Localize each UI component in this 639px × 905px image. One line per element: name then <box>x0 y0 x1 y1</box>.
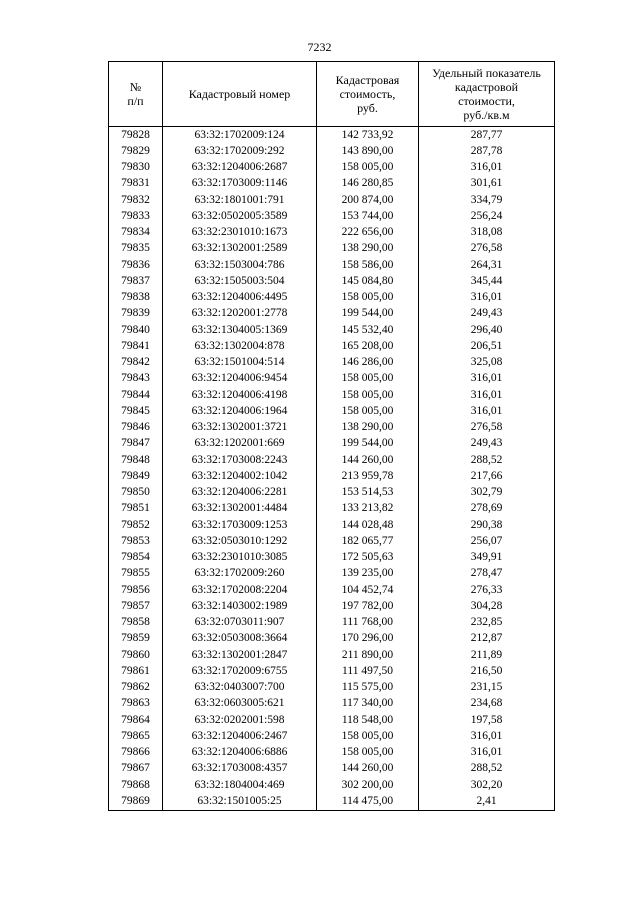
cadastral-number-cell: 63:32:1703009:1253 <box>163 517 317 533</box>
row-number-cell: 79832 <box>109 192 163 208</box>
table-row <box>109 501 555 517</box>
cadastral-number-cell: 63:32:0703011:907 <box>163 615 317 631</box>
row-number-cell: 79864 <box>109 712 163 728</box>
row-number-cell: 79862 <box>109 680 163 696</box>
table-row <box>109 566 555 582</box>
table-header <box>109 62 555 127</box>
cadastral-cost-cell: 165 208,00 <box>317 338 419 354</box>
cadastral-number-cell: 63:32:1801001:791 <box>163 192 317 208</box>
row-number-cell: 79847 <box>109 436 163 452</box>
table-row <box>109 143 555 159</box>
cadastral-number-cell: 63:32:0502005:3589 <box>163 208 317 224</box>
cadastral-cost-cell: 158 005,00 <box>317 160 419 176</box>
row-number-cell: 79867 <box>109 761 163 777</box>
cadastral-cost-cell: 158 005,00 <box>317 745 419 761</box>
table-row <box>109 712 555 728</box>
cadastral-number-cell: 63:32:1503004:786 <box>163 257 317 273</box>
table-row <box>109 403 555 419</box>
row-number-cell: 79857 <box>109 598 163 614</box>
specific-value-cell: 276,33 <box>419 582 555 598</box>
header-cadastral-cost-line2: стоимость, <box>339 87 396 101</box>
row-number-cell: 79860 <box>109 647 163 663</box>
cadastral-cost-cell: 114 475,00 <box>317 793 419 810</box>
cadastral-cost-cell: 138 290,00 <box>317 420 419 436</box>
cadastral-cost-cell: 170 296,00 <box>317 631 419 647</box>
cadastral-cost-cell: 139 235,00 <box>317 566 419 582</box>
specific-value-cell: 302,20 <box>419 777 555 793</box>
cadastral-number-cell: 63:32:1304005:1369 <box>163 322 317 338</box>
table-row <box>109 598 555 614</box>
cadastral-cost-cell: 182 065,77 <box>317 533 419 549</box>
specific-value-cell: 316,01 <box>419 371 555 387</box>
row-number-cell: 79865 <box>109 728 163 744</box>
table-row <box>109 290 555 306</box>
cadastral-number-cell: 63:32:0603005:621 <box>163 696 317 712</box>
header-cadastral-number-text: Кадастровый номер <box>188 87 291 101</box>
row-number-cell: 79831 <box>109 176 163 192</box>
table-row <box>109 777 555 793</box>
specific-value-cell: 232,85 <box>419 615 555 631</box>
header-specific-value-line1: Удельный показатель <box>432 66 541 80</box>
table-row <box>109 517 555 533</box>
table-row <box>109 127 555 144</box>
specific-value-cell: 249,43 <box>419 436 555 452</box>
specific-value-cell: 318,08 <box>419 225 555 241</box>
cadastral-cost-cell: 158 005,00 <box>317 371 419 387</box>
cadastral-cost-cell: 158 005,00 <box>317 387 419 403</box>
cadastral-number-cell: 63:32:1501004:514 <box>163 355 317 371</box>
cadastral-cost-cell: 142 733,92 <box>317 127 419 144</box>
cadastral-cost-cell: 153 514,53 <box>317 485 419 501</box>
row-number-cell: 79839 <box>109 306 163 322</box>
row-number-cell: 79861 <box>109 663 163 679</box>
table-row <box>109 225 555 241</box>
row-number-cell: 79830 <box>109 160 163 176</box>
row-number-cell: 79834 <box>109 225 163 241</box>
cadastral-number-cell: 63:32:1202001:669 <box>163 436 317 452</box>
specific-value-cell: 197,58 <box>419 712 555 728</box>
table-row <box>109 452 555 468</box>
specific-value-cell: 316,01 <box>419 290 555 306</box>
row-number-cell: 79866 <box>109 745 163 761</box>
table-row <box>109 696 555 712</box>
cadastral-number-cell: 63:32:0503008:3664 <box>163 631 317 647</box>
header-row-number <box>109 62 163 127</box>
cadastral-cost-cell: 199 544,00 <box>317 436 419 452</box>
table-row <box>109 371 555 387</box>
cadastral-value-table <box>108 61 555 811</box>
row-number-cell: 79859 <box>109 631 163 647</box>
cadastral-cost-cell: 117 340,00 <box>317 696 419 712</box>
cadastral-cost-cell: 153 744,00 <box>317 208 419 224</box>
cadastral-cost-cell: 138 290,00 <box>317 241 419 257</box>
table-row <box>109 257 555 273</box>
cadastral-number-cell: 63:32:1702008:2204 <box>163 582 317 598</box>
specific-value-cell: 231,15 <box>419 680 555 696</box>
cadastral-cost-cell: 146 280,85 <box>317 176 419 192</box>
header-row-number-line2: п/п <box>127 94 144 108</box>
row-number-cell: 79837 <box>109 273 163 289</box>
cadastral-cost-cell: 199 544,00 <box>317 306 419 322</box>
specific-value-cell: 264,31 <box>419 257 555 273</box>
row-number-cell: 79849 <box>109 468 163 484</box>
cadastral-number-cell: 63:32:0403007:700 <box>163 680 317 696</box>
specific-value-cell: 212,87 <box>419 631 555 647</box>
table-row <box>109 338 555 354</box>
cadastral-cost-cell: 111 497,50 <box>317 663 419 679</box>
cadastral-number-cell: 63:32:1702009:260 <box>163 566 317 582</box>
cadastral-cost-cell: 111 768,00 <box>317 615 419 631</box>
table-row <box>109 355 555 371</box>
row-number-cell: 79855 <box>109 566 163 582</box>
row-number-cell: 79868 <box>109 777 163 793</box>
table-row <box>109 582 555 598</box>
header-specific-value-line4: руб./кв.м <box>463 108 510 122</box>
cadastral-number-cell: 63:32:1302004:878 <box>163 338 317 354</box>
row-number-cell: 79846 <box>109 420 163 436</box>
table-row <box>109 387 555 403</box>
cadastral-cost-cell: 118 548,00 <box>317 712 419 728</box>
cadastral-cost-cell: 133 213,82 <box>317 501 419 517</box>
specific-value-cell: 316,01 <box>419 745 555 761</box>
cadastral-number-cell: 63:32:1501005:25 <box>163 793 317 810</box>
row-number-cell: 79841 <box>109 338 163 354</box>
cadastral-number-cell: 63:32:1204006:1964 <box>163 403 317 419</box>
specific-value-cell: 256,07 <box>419 533 555 549</box>
cadastral-number-cell: 63:32:1703008:2243 <box>163 452 317 468</box>
specific-value-cell: 316,01 <box>419 728 555 744</box>
header-cadastral-cost-line1: Кадастровая <box>335 73 400 87</box>
cadastral-cost-cell: 302 200,00 <box>317 777 419 793</box>
specific-value-cell: 287,78 <box>419 143 555 159</box>
specific-value-cell: 256,24 <box>419 208 555 224</box>
header-cadastral-number <box>163 62 317 127</box>
specific-value-cell: 296,40 <box>419 322 555 338</box>
table-row <box>109 468 555 484</box>
specific-value-cell: 345,44 <box>419 273 555 289</box>
cadastral-number-cell: 63:32:1204006:2467 <box>163 728 317 744</box>
row-number-cell: 79863 <box>109 696 163 712</box>
cadastral-cost-cell: 158 586,00 <box>317 257 419 273</box>
table-row <box>109 615 555 631</box>
specific-value-cell: 288,52 <box>419 761 555 777</box>
cadastral-number-cell: 63:32:1202001:2778 <box>163 306 317 322</box>
specific-value-cell: 278,69 <box>419 501 555 517</box>
cadastral-number-cell: 63:32:1302001:4484 <box>163 501 317 517</box>
cadastral-cost-cell: 144 260,00 <box>317 761 419 777</box>
cadastral-number-cell: 63:32:1505003:504 <box>163 273 317 289</box>
row-number-cell: 79843 <box>109 371 163 387</box>
cadastral-cost-cell: 144 028,48 <box>317 517 419 533</box>
table-row <box>109 663 555 679</box>
specific-value-cell: 216,50 <box>419 663 555 679</box>
table-row <box>109 241 555 257</box>
table-row <box>109 160 555 176</box>
cadastral-number-cell: 63:32:1204002:1042 <box>163 468 317 484</box>
specific-value-cell: 217,66 <box>419 468 555 484</box>
specific-value-cell: 349,91 <box>419 550 555 566</box>
table-row <box>109 208 555 224</box>
specific-value-cell: 278,47 <box>419 566 555 582</box>
cadastral-number-cell: 63:32:1204006:9454 <box>163 371 317 387</box>
table-row <box>109 192 555 208</box>
header-specific-value-line2: кадастровой <box>454 80 519 94</box>
specific-value-cell: 276,58 <box>419 420 555 436</box>
row-number-cell: 79848 <box>109 452 163 468</box>
cadastral-cost-cell: 158 005,00 <box>317 728 419 744</box>
table-row <box>109 550 555 566</box>
specific-value-cell: 287,77 <box>419 127 555 144</box>
cadastral-number-cell: 63:32:1702009:6755 <box>163 663 317 679</box>
cadastral-cost-cell: 200 874,00 <box>317 192 419 208</box>
specific-value-cell: 290,38 <box>419 517 555 533</box>
cadastral-cost-cell: 211 890,00 <box>317 647 419 663</box>
specific-value-cell: 325,08 <box>419 355 555 371</box>
cadastral-cost-cell: 144 260,00 <box>317 452 419 468</box>
cadastral-number-cell: 63:32:2301010:1673 <box>163 225 317 241</box>
cadastral-cost-cell: 197 782,00 <box>317 598 419 614</box>
table-row <box>109 793 555 810</box>
cadastral-number-cell: 63:32:1302001:2847 <box>163 647 317 663</box>
cadastral-number-cell: 63:32:0202001:598 <box>163 712 317 728</box>
cadastral-cost-cell: 158 005,00 <box>317 403 419 419</box>
row-number-cell: 79835 <box>109 241 163 257</box>
cadastral-cost-cell: 146 286,00 <box>317 355 419 371</box>
cadastral-number-cell: 63:32:1703009:1146 <box>163 176 317 192</box>
specific-value-cell: 302,79 <box>419 485 555 501</box>
row-number-cell: 79853 <box>109 533 163 549</box>
row-number-cell: 79852 <box>109 517 163 533</box>
cadastral-number-cell: 63:32:1703008:4357 <box>163 761 317 777</box>
row-number-cell: 79856 <box>109 582 163 598</box>
specific-value-cell: 301,61 <box>419 176 555 192</box>
cadastral-number-cell: 63:32:1403002:1989 <box>163 598 317 614</box>
specific-value-cell: 316,01 <box>419 387 555 403</box>
table-row <box>109 420 555 436</box>
specific-value-cell: 316,01 <box>419 403 555 419</box>
table-row <box>109 306 555 322</box>
row-number-cell: 79838 <box>109 290 163 306</box>
cadastral-number-cell: 63:32:1204006:4495 <box>163 290 317 306</box>
cadastral-number-cell: 63:32:1804004:469 <box>163 777 317 793</box>
row-number-cell: 79842 <box>109 355 163 371</box>
header-cadastral-cost-line3: руб. <box>357 101 378 115</box>
header-row <box>109 62 555 127</box>
page-number: 7232 <box>307 40 332 54</box>
table-row <box>109 485 555 501</box>
specific-value-cell: 288,52 <box>419 452 555 468</box>
table-row <box>109 322 555 338</box>
table-row <box>109 273 555 289</box>
specific-value-cell: 304,28 <box>419 598 555 614</box>
table-row <box>109 631 555 647</box>
cadastral-cost-cell: 213 959,78 <box>317 468 419 484</box>
row-number-cell: 79854 <box>109 550 163 566</box>
specific-value-cell: 234,68 <box>419 696 555 712</box>
cadastral-number-cell: 63:32:1204006:6886 <box>163 745 317 761</box>
header-cadastral-cost <box>317 62 419 127</box>
table-row <box>109 761 555 777</box>
table-row <box>109 745 555 761</box>
specific-value-cell: 334,79 <box>419 192 555 208</box>
row-number-cell: 79850 <box>109 485 163 501</box>
cadastral-cost-cell: 145 084,80 <box>317 273 419 289</box>
specific-value-cell: 249,43 <box>419 306 555 322</box>
specific-value-cell: 2,41 <box>419 793 555 810</box>
table-row <box>109 533 555 549</box>
cadastral-number-cell: 63:32:1302001:3721 <box>163 420 317 436</box>
table-row <box>109 680 555 696</box>
row-number-cell: 79828 <box>109 127 163 144</box>
cadastral-number-cell: 63:32:0503010:1292 <box>163 533 317 549</box>
cadastral-number-cell: 63:32:1702009:124 <box>163 127 317 144</box>
row-number-cell: 79833 <box>109 208 163 224</box>
specific-value-cell: 276,58 <box>419 241 555 257</box>
row-number-cell: 79869 <box>109 793 163 810</box>
specific-value-cell: 211,89 <box>419 647 555 663</box>
table-body <box>109 127 555 811</box>
cadastral-cost-cell: 222 656,00 <box>317 225 419 241</box>
row-number-cell: 79844 <box>109 387 163 403</box>
cadastral-cost-cell: 115 575,00 <box>317 680 419 696</box>
cadastral-cost-cell: 145 532,40 <box>317 322 419 338</box>
row-number-cell: 79858 <box>109 615 163 631</box>
table-row <box>109 176 555 192</box>
cadastral-cost-cell: 143 890,00 <box>317 143 419 159</box>
row-number-cell: 79845 <box>109 403 163 419</box>
row-number-cell: 79836 <box>109 257 163 273</box>
header-row-number-line1: № <box>129 80 142 94</box>
table-row <box>109 647 555 663</box>
row-number-cell: 79840 <box>109 322 163 338</box>
row-number-cell: 79851 <box>109 501 163 517</box>
cadastral-number-cell: 63:32:1204006:4198 <box>163 387 317 403</box>
table-row <box>109 436 555 452</box>
cadastral-number-cell: 63:32:1702009:292 <box>163 143 317 159</box>
header-specific-value-line3: стоимости, <box>458 94 515 108</box>
header-specific-value <box>419 62 555 127</box>
cadastral-number-cell: 63:32:1302001:2589 <box>163 241 317 257</box>
cadastral-cost-cell: 158 005,00 <box>317 290 419 306</box>
specific-value-cell: 206,51 <box>419 338 555 354</box>
cadastral-cost-cell: 172 505,63 <box>317 550 419 566</box>
cadastral-number-cell: 63:32:1204006:2281 <box>163 485 317 501</box>
cadastral-number-cell: 63:32:2301010:3085 <box>163 550 317 566</box>
row-number-cell: 79829 <box>109 143 163 159</box>
cadastral-number-cell: 63:32:1204006:2687 <box>163 160 317 176</box>
cadastral-cost-cell: 104 452,74 <box>317 582 419 598</box>
specific-value-cell: 316,01 <box>419 160 555 176</box>
table-row <box>109 728 555 744</box>
